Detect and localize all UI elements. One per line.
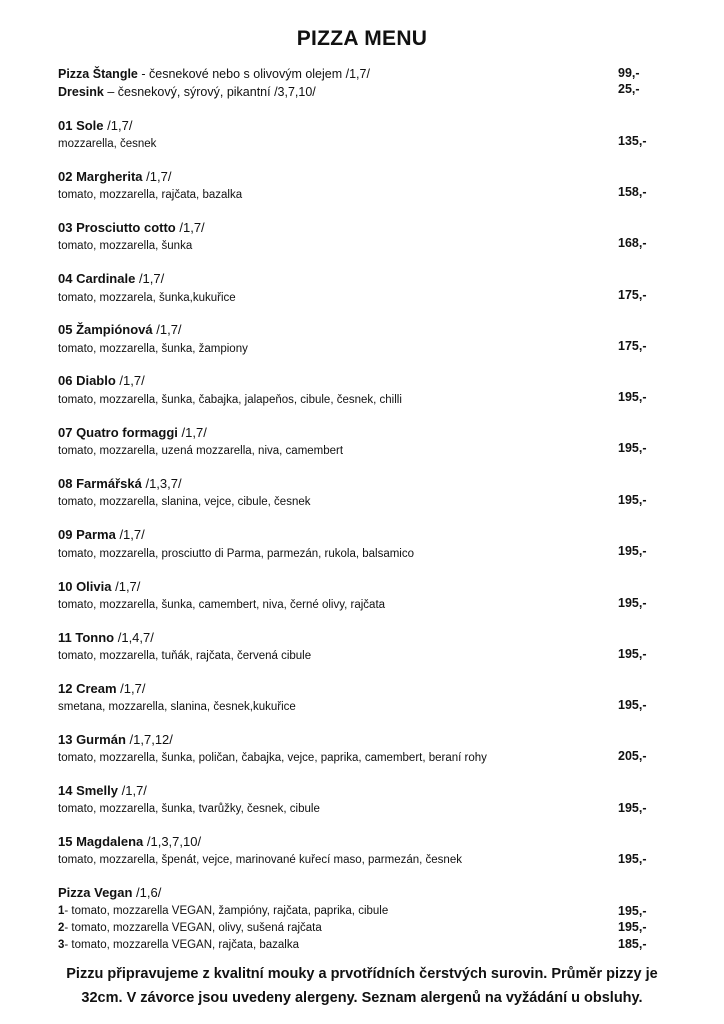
pizza-item-name-row: [58, 579, 140, 595]
vegan-header: [58, 885, 161, 901]
pizza-price: 195,-: [618, 390, 647, 404]
pizza-description: tomato, mozzarella, šunka, camembert, niva, černé olivy, rajčata: [58, 599, 386, 611]
pizza-allergens: /1,3,7,10/: [143, 834, 202, 849]
pizza-allergens: /1,4,7/: [114, 630, 154, 645]
pizza-allergens: /1,7/: [175, 220, 205, 235]
pizza-name: 13 Gurmán: [58, 732, 126, 747]
pizza-price: 195,-: [618, 596, 647, 610]
vegan-option: [58, 937, 299, 953]
footer-note: [0, 962, 724, 1010]
pizza-description: tomato, mozzarella, šunka, tvarůžky, česnek, cibule: [58, 803, 320, 815]
pizza-price: 195,-: [618, 852, 647, 866]
pizza-item-name-row: [58, 476, 182, 492]
pizza-name: Pizza Vegan: [58, 885, 133, 900]
pizza-description: tomato, mozzarella, šunka: [58, 240, 193, 252]
vegan-option: [58, 903, 388, 919]
pizza-name: 03 Prosciutto cotto: [58, 220, 176, 235]
pizza-name: 05 Žampiónová: [58, 322, 153, 337]
vegan-option-price: 185,-: [618, 937, 647, 951]
extra-item-price: 25,-: [618, 82, 640, 96]
pizza-name: 09 Parma: [58, 527, 116, 542]
pizza-price: 175,-: [618, 288, 647, 302]
pizza-item-name-row: [58, 527, 145, 543]
pizza-description: mozzarella, česnek: [58, 138, 157, 150]
vegan-option: [58, 920, 322, 936]
pizza-item-name-row: [58, 220, 205, 236]
pizza-allergens: /1,7,12/: [125, 732, 173, 747]
pizza-description: tomato, mozzarella, slanina, vejce, cibule, česnek: [58, 496, 311, 508]
pizza-name: 02 Margherita: [58, 169, 143, 184]
pizza-price: 195,-: [618, 647, 647, 661]
extra-item-separator: -: [137, 67, 149, 81]
pizza-price: 195,-: [618, 544, 647, 558]
vegan-option-text: - tomato, mozzarella VEGAN, rajčata, bazalka: [64, 939, 299, 951]
pizza-allergens: /1,7/: [115, 527, 145, 542]
pizza-price: 175,-: [618, 339, 647, 353]
pizza-allergens: /1,7/: [135, 271, 165, 286]
pizza-name: 12 Cream: [58, 681, 117, 696]
pizza-price: 158,-: [618, 185, 647, 199]
pizza-item-name-row: [58, 373, 145, 389]
pizza-description: tomato, mozzarella, šunka, čabajka, jalapeňos, cibule, česnek, chilli: [58, 394, 402, 406]
pizza-allergens: /1,6/: [132, 885, 162, 900]
pizza-price: 168,-: [618, 236, 647, 250]
extra-item-text: česnekové nebo s olivovým olejem /1,7/: [149, 67, 370, 81]
vegan-option-number: 3: [58, 939, 65, 951]
pizza-item-name-row: [58, 425, 207, 441]
pizza-name: 15 Magdalena: [58, 834, 144, 849]
pizza-description: tomato, mozzarella, šunka, poličan, čabajka, vejce, paprika, camembert, beraní rohy: [58, 752, 487, 764]
pizza-item-name-row: [58, 732, 173, 748]
extra-item-text: česnekový, sýrový, pikantní /3,7,10/: [117, 85, 316, 99]
pizza-description: tomato, mozzarella, špenát, vejce, marinované kuřecí maso, parmezán, česnek: [58, 854, 462, 866]
pizza-description: tomato, mozzarela, šunka,kukuřice: [58, 292, 236, 304]
pizza-allergens: /1,7/: [103, 118, 133, 133]
pizza-allergens: /1,7/: [152, 322, 182, 337]
page-title: PIZZA MENU: [296, 27, 428, 50]
extra-item-separator: –: [103, 85, 118, 99]
pizza-allergens: /1,7/: [116, 681, 146, 696]
vegan-option-number: 2: [58, 922, 65, 934]
pizza-item-name-row: [58, 118, 132, 134]
vegan-option-price: 195,-: [618, 904, 647, 918]
pizza-name: 01 Sole: [58, 118, 104, 133]
extra-item-name: Dresink: [58, 85, 104, 99]
pizza-price: 195,-: [618, 441, 647, 455]
pizza-item-name-row: [58, 271, 164, 287]
pizza-allergens: /1,7/: [111, 579, 141, 594]
pizza-item-name-row: [58, 783, 147, 799]
extra-item-name: Pizza Štangle: [58, 67, 138, 81]
pizza-allergens: /1,7/: [118, 783, 147, 798]
pizza-item-name-row: [58, 322, 182, 338]
pizza-item-name-row: [58, 630, 154, 646]
extra-item-stangle: [58, 66, 370, 82]
pizza-price: 195,-: [618, 801, 647, 815]
vegan-option-text: - tomato, mozzarella VEGAN, olivy, sušená rajčata: [64, 922, 322, 934]
pizza-price: 135,-: [618, 134, 647, 148]
vegan-option-price: 195,-: [618, 920, 647, 934]
pizza-price: 195,-: [618, 698, 647, 712]
pizza-description: tomato, mozzarella, rajčata, bazalka: [58, 189, 243, 201]
extra-item-dresink: [58, 84, 316, 100]
pizza-allergens: /1,7/: [115, 373, 145, 388]
extra-item-price: 99,-: [618, 66, 640, 80]
pizza-item-name-row: [58, 169, 171, 185]
pizza-name: 14 Smelly: [58, 783, 118, 798]
pizza-price: 195,-: [618, 493, 647, 507]
pizza-description: tomato, mozzarella, prosciutto di Parma, parmezán, rukola, balsamico: [58, 548, 415, 560]
pizza-description: tomato, mozzarella, šunka, žampiony: [58, 343, 248, 355]
pizza-name: 08 Farmářská: [58, 476, 142, 491]
pizza-item-name-row: [58, 681, 145, 697]
pizza-allergens: /1,7/: [177, 425, 207, 440]
pizza-item-name-row: [58, 834, 201, 850]
pizza-name: 04 Cardinale: [58, 271, 136, 286]
pizza-description: tomato, mozzarella, uzená mozzarella, niva, camembert: [58, 445, 344, 457]
vegan-option-text: - tomato, mozzarella VEGAN, žampióny, rajčata, paprika, cibule: [64, 905, 389, 917]
pizza-allergens: /1,3,7/: [141, 476, 182, 491]
pizza-description: tomato, mozzarella, tuňák, rajčata, červená cibule: [58, 650, 312, 662]
footer-line-1: Pizzu připravujeme z kvalitní mouky a prvotřídních čerstvých surovin. Průměr pizzy je: [66, 966, 658, 982]
pizza-name: 06 Diablo: [58, 373, 116, 388]
pizza-name: 07 Quatro formaggi: [58, 425, 178, 440]
pizza-allergens: /1,7/: [142, 169, 172, 184]
pizza-name: 10 Olivia: [58, 579, 112, 594]
vegan-option-number: 1: [58, 905, 65, 917]
pizza-price: 205,-: [618, 749, 647, 763]
footer-line-2: 32cm. V závorce jsou uvedeny alergeny. Seznam alergenů na vyžádání u obsluhy.: [81, 990, 643, 1006]
pizza-name: 11 Tonno: [58, 630, 115, 645]
pizza-description: smetana, mozzarella, slanina, česnek,kukuřice: [58, 701, 296, 713]
